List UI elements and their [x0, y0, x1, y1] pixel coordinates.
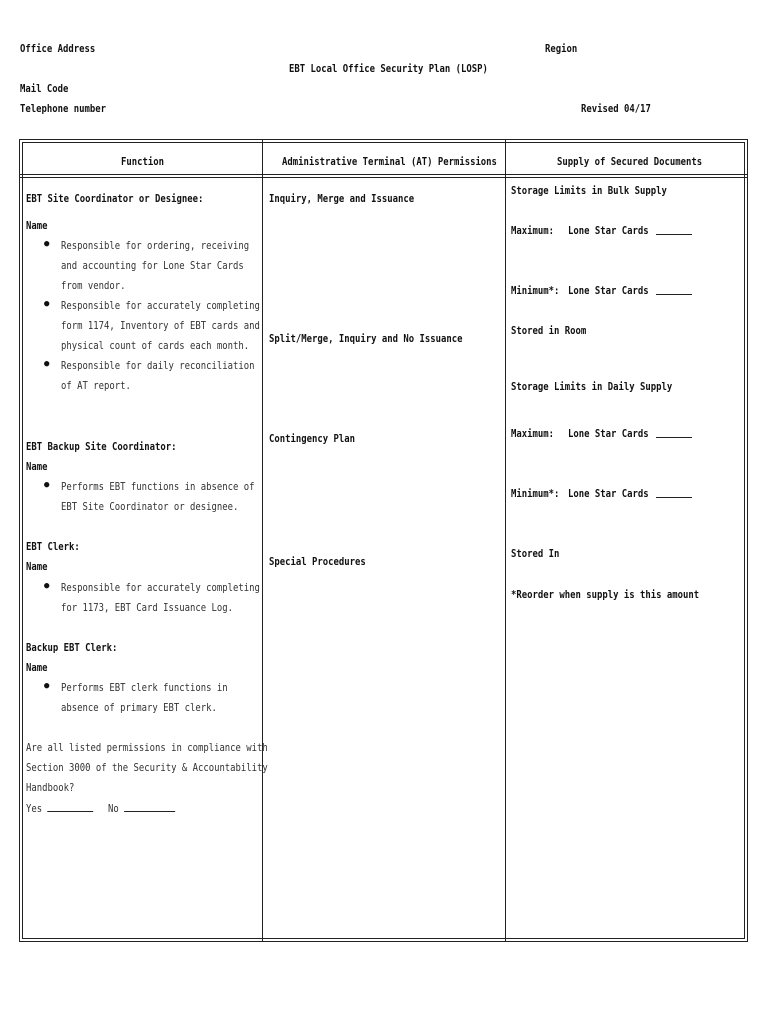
daily-minimum-label: Minimum*: — [511, 488, 560, 500]
stored-in-room-label: Stored in Room — [511, 325, 587, 337]
header-row-divider — [19, 177, 748, 178]
no-field[interactable] — [108, 802, 175, 815]
mail-code-label: Mail Code — [20, 83, 69, 95]
daily-maximum-blank[interactable] — [656, 428, 692, 438]
clerk-title: EBT Clerk: — [26, 541, 80, 553]
backup-clerk-title: Backup EBT Clerk: — [26, 642, 118, 654]
stored-in-label: Stored In — [511, 548, 560, 560]
clerk-name: Name — [26, 561, 48, 573]
list-item: physical count of cards each month. — [61, 340, 250, 352]
permission-item: Contingency Plan — [269, 433, 355, 445]
daily-minimum-blank[interactable] — [656, 488, 692, 498]
revised-date: Revised 04/17 — [581, 103, 651, 115]
no-label: No — [108, 803, 119, 815]
daily-minimum-cards: Lone Star Cards — [568, 488, 649, 500]
daily-maximum-label: Maximum: — [511, 428, 554, 440]
list-item: for 1173, EBT Card Issuance Log. — [61, 602, 233, 614]
bullet-icon: ● — [44, 581, 50, 591]
permission-item: Special Procedures — [269, 556, 366, 568]
backup-clerk-name: Name — [26, 662, 48, 674]
list-item: Responsible for accurately completing — [61, 300, 260, 312]
bullet-icon: ● — [44, 299, 50, 309]
bulk-supply-title: Storage Limits in Bulk Supply — [511, 185, 667, 197]
compliance-question: Are all listed permissions in compliance with — [26, 742, 268, 754]
list-item: Responsible for ordering, receiving — [61, 240, 250, 252]
list-item: Responsible for daily reconciliation — [61, 360, 255, 372]
list-item: Performs EBT clerk functions in — [61, 682, 228, 694]
yes-field[interactable] — [26, 802, 93, 815]
compliance-question: Handbook? — [26, 782, 75, 794]
column-header-function: Function — [121, 156, 164, 168]
compliance-question: Section 3000 of the Security & Accountability — [26, 762, 268, 774]
list-item: Responsible for accurately completing — [61, 582, 260, 594]
column-divider — [505, 139, 506, 942]
site-coordinator-name: Name — [26, 220, 48, 232]
bulk-minimum-blank[interactable] — [656, 285, 692, 295]
bullet-icon: ● — [44, 239, 50, 249]
daily-maximum-cards: Lone Star Cards — [568, 428, 649, 440]
office-address-label: Office Address — [20, 43, 96, 55]
backup-coordinator-title: EBT Backup Site Coordinator: — [26, 441, 177, 453]
column-header-supply: Supply of Secured Documents — [557, 156, 703, 168]
yes-label: Yes — [26, 803, 43, 815]
bullet-icon: ● — [44, 681, 50, 691]
region-label: Region — [545, 43, 578, 55]
backup-coordinator-name: Name — [26, 461, 48, 473]
bulk-maximum-cards: Lone Star Cards — [568, 225, 649, 237]
list-item: Performs EBT functions in absence of — [61, 481, 255, 493]
header-row-divider — [19, 174, 748, 175]
bulk-minimum-cards: Lone Star Cards — [568, 285, 649, 297]
list-item: EBT Site Coordinator or designee. — [61, 501, 239, 513]
bulk-minimum-label: Minimum*: — [511, 285, 560, 297]
permission-item: Split/Merge, Inquiry and No Issuance — [269, 333, 463, 345]
daily-supply-title: Storage Limits in Daily Supply — [511, 381, 673, 393]
bulk-maximum-label: Maximum: — [511, 225, 554, 237]
bullet-icon: ● — [44, 480, 50, 490]
reorder-note: *Reorder when supply is this amount — [511, 589, 700, 601]
list-item: and accounting for Lone Star Cards — [61, 260, 244, 272]
bulk-maximum-blank[interactable] — [656, 225, 692, 235]
site-coordinator-title: EBT Site Coordinator or Designee: — [26, 193, 204, 205]
yes-blank-line[interactable] — [48, 802, 94, 812]
document-title: EBT Local Office Security Plan (LOSP) — [289, 63, 488, 75]
telephone-label: Telephone number — [20, 103, 106, 115]
list-item: absence of primary EBT clerk. — [61, 702, 217, 714]
list-item: form 1174, Inventory of EBT cards and — [61, 320, 260, 332]
list-item: of AT report. — [61, 380, 131, 392]
no-blank-line[interactable] — [124, 802, 175, 812]
column-divider — [262, 139, 263, 942]
permission-item: Inquiry, Merge and Issuance — [269, 193, 415, 205]
column-header-at-permissions: Administrative Terminal (AT) Permissions — [282, 156, 497, 168]
list-item: from vendor. — [61, 280, 126, 292]
bullet-icon: ● — [44, 359, 50, 369]
